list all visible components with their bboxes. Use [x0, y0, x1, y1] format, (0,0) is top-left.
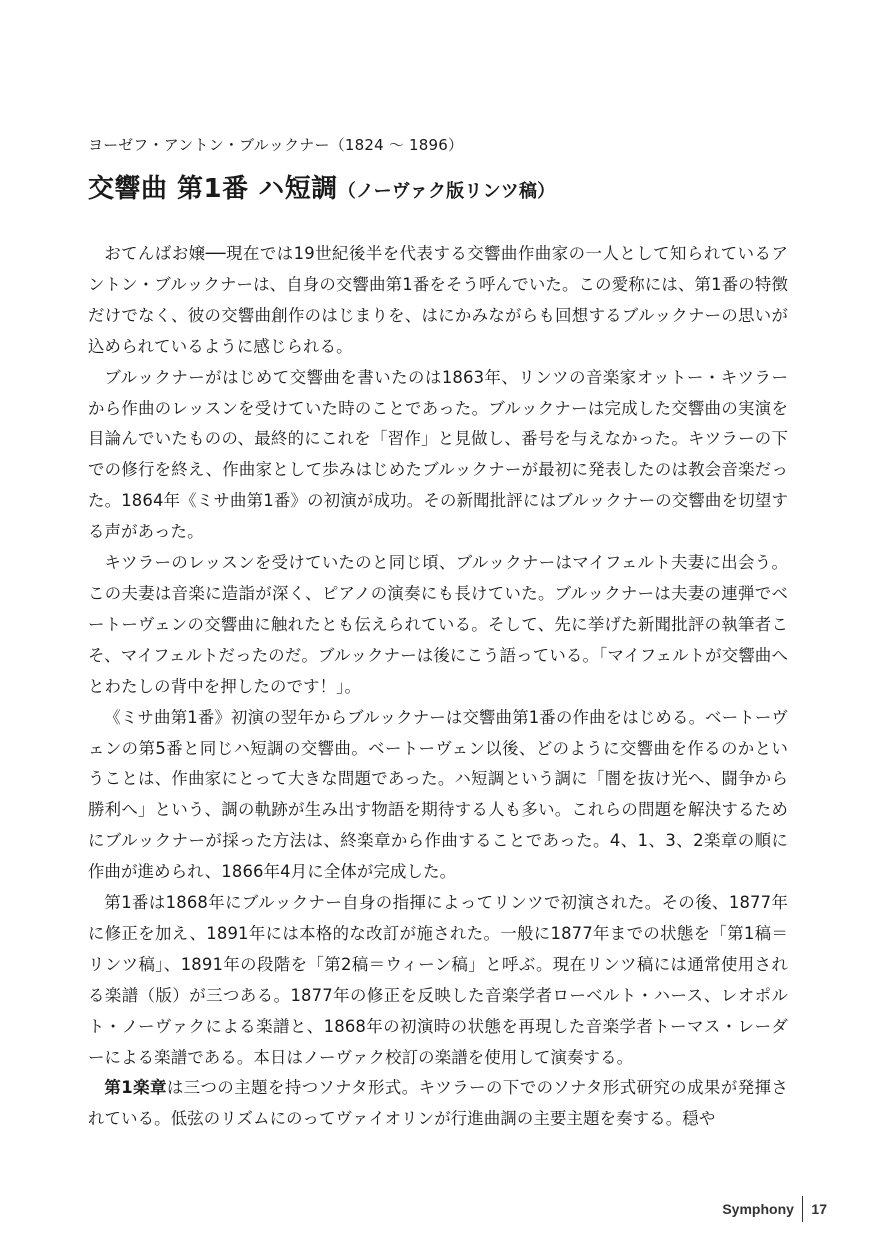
page-title	[88, 168, 555, 205]
title-edition: （ノーヴァク版リンツ稿）	[337, 181, 556, 202]
paragraph-1: おてんばお嬢──現在では19世紀後半を代表する交響曲作曲家の一人として知られているアントン・ブルックナーは、自身の交響曲第1番をそう呼んでいた。この愛称には、第1番の特徴だけでなく、彼の交響曲創作のはじまりを、はにかみながらも回想するブルックナーの思いが込められているように感じられる。	[88, 244, 788, 356]
movement-heading: 第1楽章	[104, 1078, 167, 1098]
page-number: 17	[811, 1201, 827, 1217]
page-footer	[722, 1194, 827, 1224]
paragraph-6-text: は三つの主題を持つソナタ形式。キツラーの下でのソナタ形式研究の成果が発揮されている。低弦のリズムにのってヴァイオリンが行進曲調の主要主題を奏する。穏や	[88, 1078, 788, 1129]
title-main: 交響曲 第1番 ハ短調	[88, 174, 338, 204]
paragraph-5: 第1番は1868年にブルックナー自身の指揮によってリンツで初演された。その後、1877年に修正を加え、1891年には本格的な改訂が施された。一般に1877年までの状態を「第1稿＝リンツ稿」、1891年の段階を「第2稿＝ウィーン稿」と呼ぶ。現在リンツ稿には通常使用される楽譜（版）が三つある。1877年の修正を反映した音楽学者ローベルト・ハース、レオポルト・ノーヴァクによる楽譜と、1868年の初演時の状態を再現した音楽学者トーマス・レーダーによる楽譜である。本日はノーヴァク校訂の楽譜を使用して演奏する。	[88, 893, 788, 1067]
composer-name: ヨーゼフ・アントン・ブルックナー（1824 ～ 1896）	[88, 136, 464, 154]
paragraph-6	[88, 1073, 788, 1135]
paragraph-2: ブルックナーがはじめて交響曲を書いたのは1863年、リンツの音楽家オットー・キツラーから作曲のレッスンを受けていた時のことであった。ブルックナーは完成した交響曲の実演を目論んでいたものの、最終的にこれを「習作」と見做し、番号を与えなかった。キツラーの下での修行を終え、作曲家として歩みはじめたブルックナーが最初に発表したのは教会音楽だった。1864年《ミサ曲第1番》の初演が成功。その新聞批評にはブルックナーの交響曲を切望する声があった。	[88, 367, 788, 542]
article-body	[88, 239, 788, 1135]
footer-divider	[802, 1196, 804, 1222]
paragraph-3: キツラーのレッスンを受けていたのと同じ頃、ブルックナーはマイフェルト夫妻に出会う。この夫妻は音楽に造詣が深く、ピアノの演奏にも長けていた。ブルックナーは夫妻の連弾でベートーヴェンの交響曲に触れたとも伝えられている。そして、先に挙げた新聞批評の執筆者こそ、マイフェルトだったのだ。ブルックナーは後にこう語っている。「マイフェルトが交響曲へとわたしの背中を押したのです！」。	[88, 553, 788, 696]
paragraph-4: 《ミサ曲第1番》初演の翌年からブルックナーは交響曲第1番の作曲をはじめる。ベートーヴェンの第5番と同じハ短調の交響曲。ベートーヴェン以後、どのように交響曲を作るのかということは、作曲家にとって大きな問題であった。ハ短調という調に「闇を抜け光へ、闘争から勝利へ」という、調の軌跡が生み出す物語を期待する人も多い。これらの問題を解決するためにブルックナーが採った方法は、終楽章から作曲することであった。4、1、3、2楽章の順に作曲が進められ、1866年4月に全体が完成した。	[88, 707, 788, 882]
footer-label: Symphony	[722, 1201, 794, 1217]
